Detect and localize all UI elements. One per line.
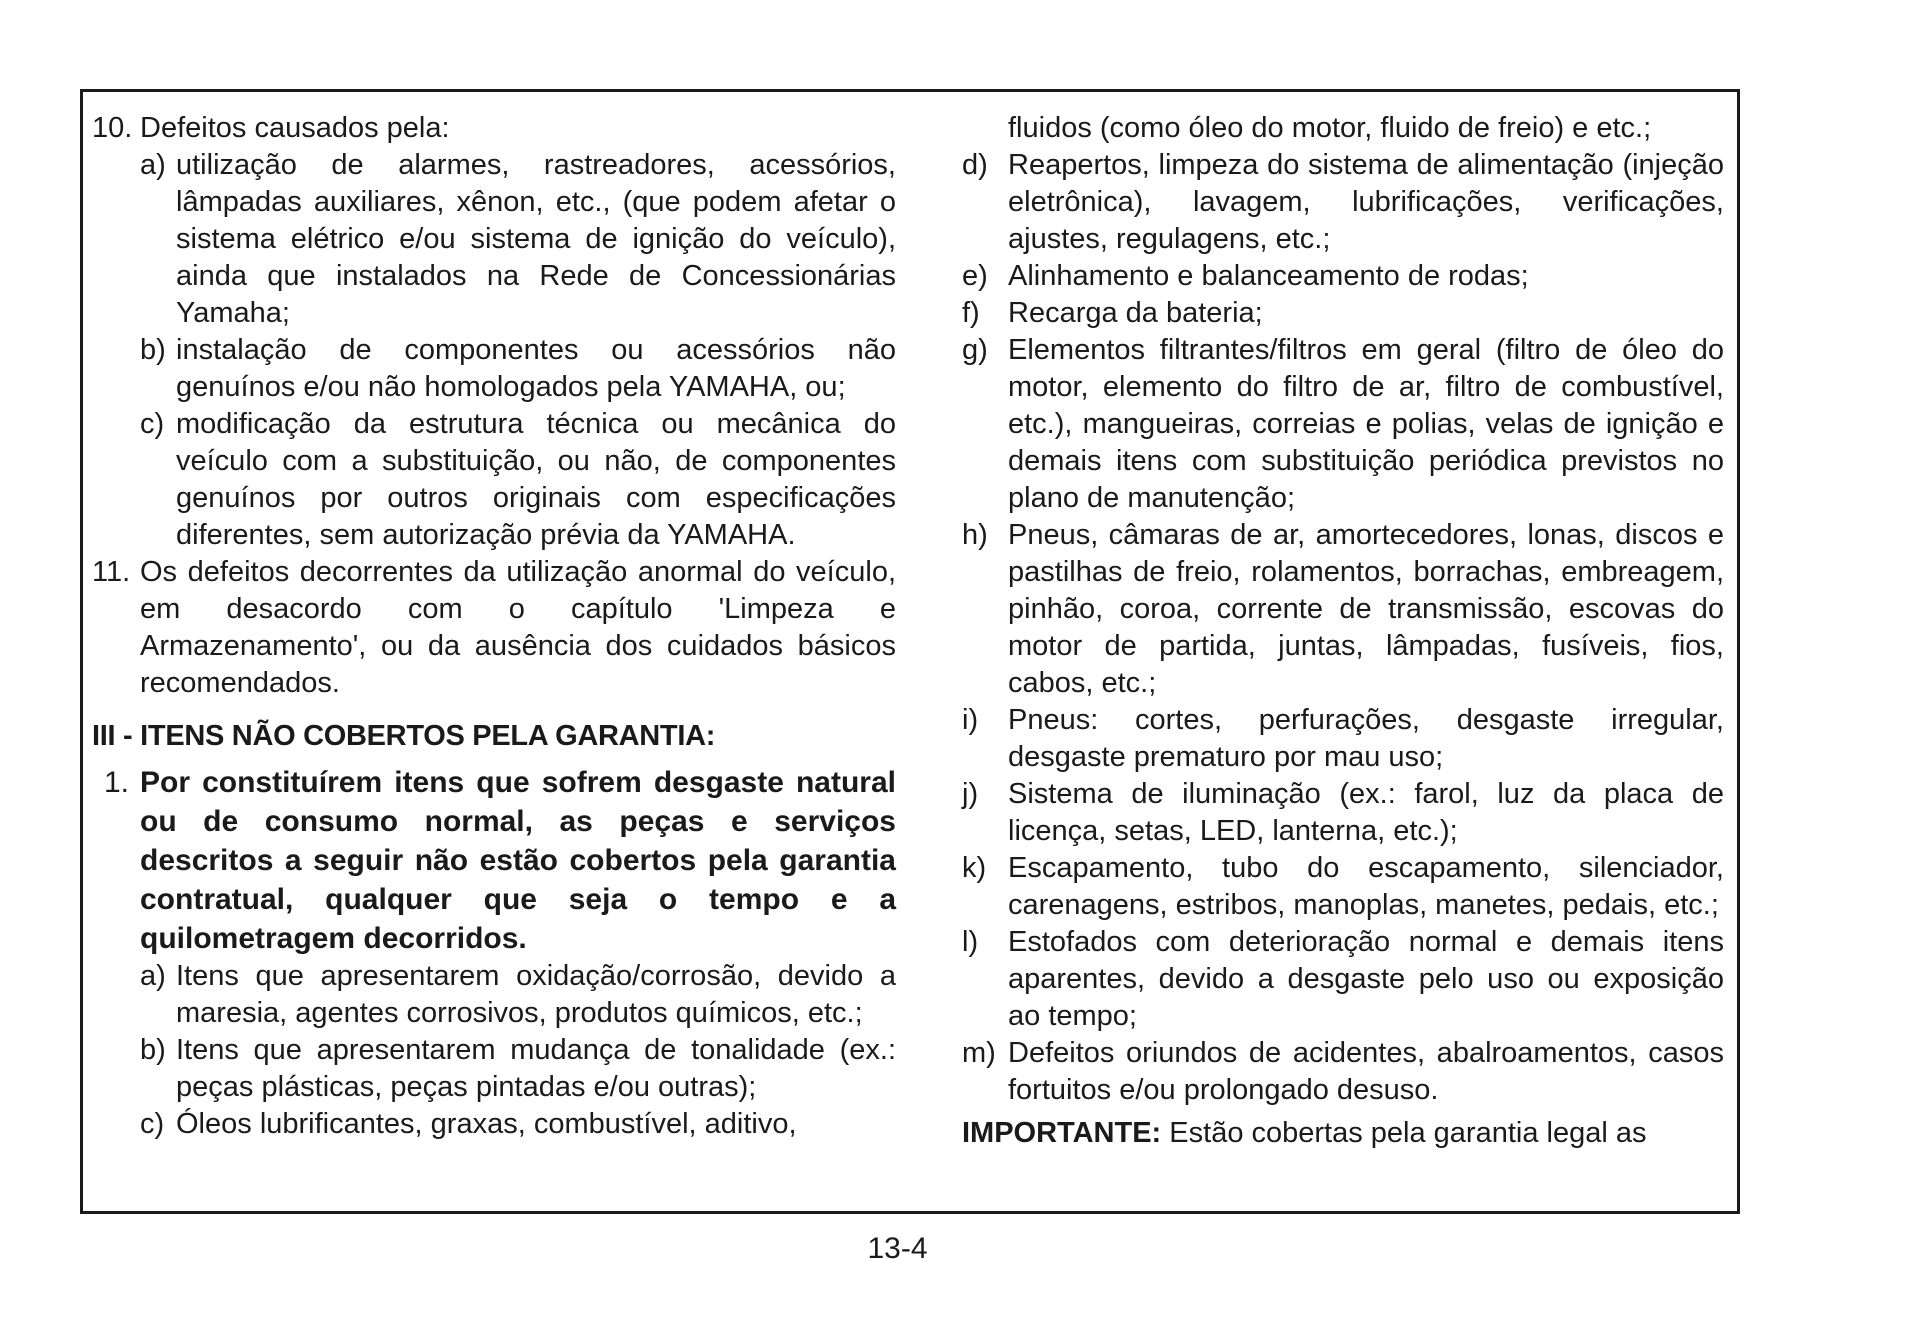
sub-item-text: Óleos lubrificantes, graxas, combustível, aditivo,	[176, 1108, 797, 1140]
sub-item-label: d)	[962, 149, 988, 181]
list-item-1	[92, 763, 896, 958]
sub-item-label: e)	[962, 260, 988, 292]
item-text: Os defeitos decorrentes da utilização anormal do veículo, em desacordo com o capítulo 'Limpeza e Armazenamento', ou da ausência dos cuidados básicos recomendados.	[140, 556, 896, 699]
section-heading: III - ITENS NÃO COBERTOS PELA GARANTIA:	[92, 720, 716, 752]
sub-item-10c	[92, 406, 896, 554]
sub-item-label: l)	[962, 926, 979, 958]
sub-item-label: a)	[140, 960, 166, 992]
sub-item-f	[962, 295, 1724, 332]
continuation-text	[962, 110, 1724, 147]
left-column	[92, 110, 896, 1143]
sub-item-label: a)	[140, 149, 166, 181]
sub-item-text: instalação de componentes ou acessórios não genuínos e/ou não homologados pela YAMAHA, ou;	[176, 334, 896, 403]
item-text: Por constituírem itens que sofrem desgaste natural ou de consumo normal, as peças e serviços descritos a seguir não estão cobertos pela garantia contratual, qualquer que seja o tempo e a quilometragem decorridos.	[140, 766, 896, 955]
sub-item-text: utilização de alarmes, rastreadores, acessórios, lâmpadas auxiliares, xênon, etc., (que podem afetar o sistema elétrico e/ou sistema de ignição do veículo), ainda que instalados na Rede de Concessionárias Yamaha;	[176, 149, 896, 329]
sub-item-label: i)	[962, 704, 979, 736]
sub-item-text: Escapamento, tubo do escapamento, silenciador, carenagens, estribos, manoplas, manetes, pedais, etc.;	[1008, 852, 1724, 921]
continuation-line: fluidos (como óleo do motor, fluido de freio) e etc.;	[1008, 112, 1652, 144]
sub-item-text: Itens que apresentarem mudança de tonalidade (ex.: peças plásticas, peças pintadas e/ou outras);	[176, 1034, 896, 1103]
sub-item-text: Reapertos, limpeza do sistema de alimentação (injeção eletrônica), lavagem, lubrificações, verificações, ajustes, regulagens, etc.;	[1008, 149, 1724, 255]
sub-item-k	[962, 850, 1724, 924]
sub-item-label: j)	[962, 778, 979, 810]
sub-item-text: Elementos filtrantes/filtros em geral (filtro de óleo do motor, elemento do filtro de ar, filtro de combustível, etc.), mangueiras, correias e polias, velas de ignição e demais itens com substituição periódica previstos no plano de manutenção;	[1008, 334, 1724, 514]
sub-item-label: c)	[140, 1108, 165, 1140]
sub-item-1c	[92, 1106, 896, 1143]
sub-item-10a	[92, 147, 896, 332]
sub-item-text: Estofados com deterioração normal e demais itens aparentes, devido a desgaste pelo uso ou exposição ao tempo;	[1008, 926, 1724, 1032]
sub-item-text: Sistema de iluminação (ex.: farol, luz da placa de licença, setas, LED, lanterna, etc.);	[1008, 778, 1724, 847]
sub-item-m	[962, 1035, 1724, 1109]
sub-item-text: Recarga da bateria;	[1008, 297, 1263, 329]
sub-item-label: h)	[962, 519, 988, 551]
sub-item-l	[962, 924, 1724, 1035]
list-item-11	[92, 554, 896, 702]
sub-item-text: Alinhamento e balanceamento de rodas;	[1008, 260, 1529, 292]
item-number: 11.	[92, 556, 131, 588]
page-number: 13-4	[867, 1232, 928, 1265]
important-text: Estão cobertas pela garantia legal as	[1161, 1117, 1647, 1149]
item-number: 10.	[92, 112, 133, 144]
sub-item-1b	[92, 1032, 896, 1106]
sub-item-text: Defeitos oriundos de acidentes, abalroamentos, casos fortuitos e/ou prolongado desuso.	[1008, 1037, 1724, 1106]
item-number: 1.	[104, 766, 130, 799]
sub-item-text: Pneus: cortes, perfurações, desgaste irregular, desgaste prematuro por mau uso;	[1008, 704, 1724, 773]
sub-item-10b	[92, 332, 896, 406]
sub-item-label: g)	[962, 334, 988, 366]
sub-item-g	[962, 332, 1724, 517]
sub-item-label: m)	[962, 1037, 996, 1069]
sub-item-e	[962, 258, 1724, 295]
sub-item-h	[962, 517, 1724, 702]
sub-item-d	[962, 147, 1724, 258]
sub-item-text: Pneus, câmaras de ar, amortecedores, lonas, discos e pastilhas de freio, rolamentos, borrachas, embreagem, pinhão, coroa, corrente de transmissão, escovas do motor de partida, juntas, lâmpadas, fusíveis, fios, cabos, etc.;	[1008, 519, 1724, 699]
sub-item-text: modificação da estrutura técnica ou mecânica do veículo com a substituição, ou não, de componentes genuínos por outros originais com especificações diferentes, sem autorização prévia da YAMAHA.	[176, 408, 896, 551]
sub-item-i	[962, 702, 1724, 776]
sub-item-label: b)	[140, 1034, 166, 1066]
right-column	[962, 110, 1724, 1152]
important-label: IMPORTANTE:	[962, 1117, 1162, 1149]
sub-item-1a	[92, 958, 896, 1032]
important-note	[962, 1115, 1724, 1152]
sub-item-label: k)	[962, 852, 987, 884]
sub-item-text: Itens que apresentarem oxidação/corrosão, devido a maresia, agentes corrosivos, produtos químicos, etc.;	[176, 960, 896, 1029]
sub-item-label: b)	[140, 334, 166, 366]
list-item-10	[92, 110, 896, 147]
sub-item-j	[962, 776, 1724, 850]
sub-item-label: f)	[962, 297, 980, 329]
item-text: Defeitos causados pela:	[140, 112, 450, 144]
sub-item-label: c)	[140, 408, 165, 440]
